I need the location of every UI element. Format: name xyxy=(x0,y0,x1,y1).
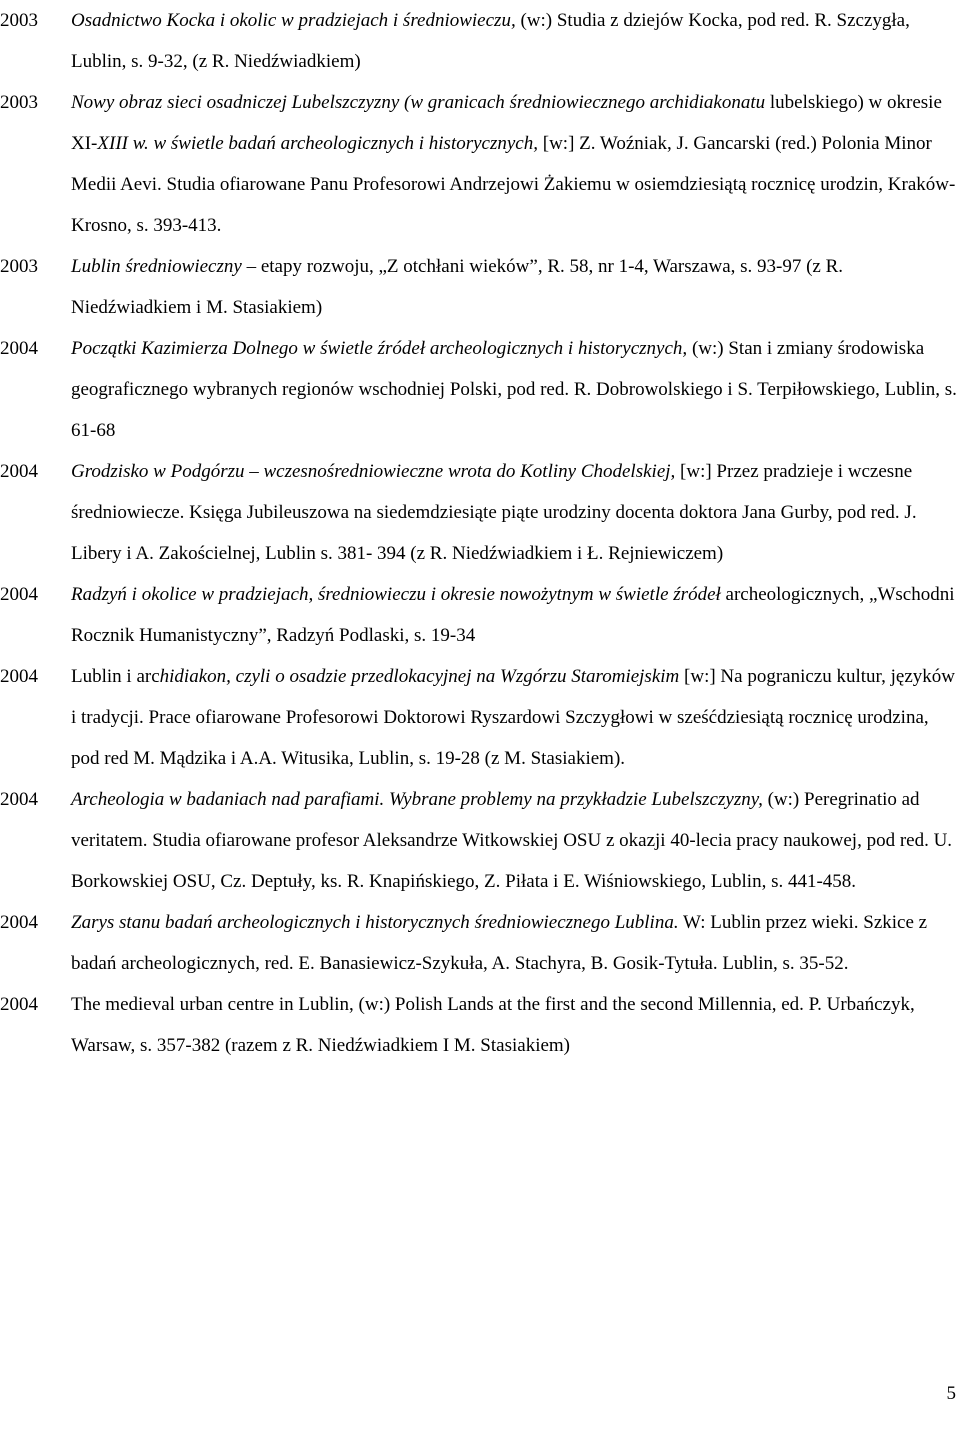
entry-year: 2004 xyxy=(0,338,38,359)
entry-title-italic: Nowy obraz sieci osadniczej Lubelszczyzny (w granicach średniowiecznego archidiakonatu xyxy=(71,92,766,113)
entry-text xyxy=(71,902,958,984)
bibliography-entry xyxy=(0,656,960,779)
entry-text xyxy=(71,451,958,574)
entry-citation: The medieval urban centre in Lublin, (w:) Polish Lands at the first and the second Millennia, ed. P. Urbańczyk, Warsaw, s. 357-382 (razem z R. Niedźwiadkiem I M. Stasiakiem) xyxy=(71,994,915,1056)
entry-year: 2003 xyxy=(0,92,38,113)
entry-citation: archeologicznych, „Wschodni Rocznik Humanistyczny”, Radzyń Podlaski, s. 19-34 xyxy=(71,584,955,646)
entry-citation: (w:) Stan i zmiany środowiska geograficznego wybranych regionów wschodniej Polski, pod red. R. Dobrowolskiego i S. Terpiłowskiego, Lublin, s. 61-68 xyxy=(71,338,957,441)
bibliography-entry xyxy=(0,779,960,902)
entry-year: 2004 xyxy=(0,994,38,1015)
entry-citation: [w:] Z. Woźniak, J. Gancarski (red.) Polonia Minor Medii Aevi. Studia ofiarowane Panu Profesorowi Andrzejowi Żakiemu w osiemdziesiątą rocznicę urodzin, Kraków-Krosno, s. 393-413. xyxy=(71,133,956,236)
entry-text xyxy=(71,328,958,451)
entry-text xyxy=(71,246,958,328)
entry-title-italic: Początki Kazimierza Dolnego w świetle źródeł archeologicznych i historycznych, xyxy=(71,338,688,359)
entry-year: 2003 xyxy=(0,10,38,31)
entry-year: 2003 xyxy=(0,256,38,277)
entry-title-italic: Osadnictwo Kocka i okolic w pradziejach i średniowieczu, xyxy=(71,10,516,31)
entry-citation: lubelskiego) w okresie XI- xyxy=(71,92,942,154)
entry-citation: – etapy rozwoju, „Z otchłani wieków”, R. 58, nr 1-4, Warszawa, s. 93-97 (z R. Niedźwiadkiem i M. Stasiakiem) xyxy=(71,256,844,318)
entry-text xyxy=(71,779,958,902)
entry-citation: W: Lublin przez wieki. Szkice z badań archeologicznych, red. E. Banasiewicz-Szykuła, A. Stachyra, B. Gosik-Tytuła. Lublin, s. 35-52. xyxy=(71,912,928,974)
entry-citation: (w:) Peregrinatio ad veritatem. Studia ofiarowane profesor Aleksandrze Witkowskiej OSU z okazji 40-lecia pracy naukowej, pod red. U. Borkowskiej OSU, Cz. Deptuły, ks. R. Knapińskiego, Z. Piłata i E. Wiśniowskiego, Lublin, s. 441-458. xyxy=(71,789,953,892)
bibliography-entry xyxy=(0,902,960,984)
entry-citation: Lublin i arc xyxy=(71,666,160,687)
entry-year: 2004 xyxy=(0,461,38,482)
entry-title-italic: Radzyń i okolice w pradziejach, średniowieczu i okresie nowożytnym w świetle źródeł xyxy=(71,584,721,605)
entry-citation: (w:) Studia z dziejów Kocka, pod red. R. Szczygła, Lublin, s. 9-32, (z R. Niedźwiadkiem) xyxy=(71,10,910,72)
entry-text xyxy=(71,656,958,779)
bibliography-entry xyxy=(0,984,960,1066)
bibliography-entry xyxy=(0,82,960,246)
entry-title-italic: Zarys stanu badań archeologicznych i historycznych średniowiecznego Lublina. xyxy=(71,912,679,933)
entry-title-italic: Archeologia w badaniach nad parafiami. Wybrane problemy na przykładzie Lubelszczyzny, xyxy=(71,789,763,810)
bibliography-entry xyxy=(0,0,960,82)
entry-text xyxy=(71,0,958,82)
entry-text xyxy=(71,574,958,656)
page-number: 5 xyxy=(946,1383,956,1404)
entry-title-italic: Grodzisko w Podgórzu – wczesnośredniowieczne wrota do Kotliny Chodelskiej, xyxy=(71,461,676,482)
entry-citation: [w:] Przez pradzieje i wczesne średniowiecze. Księga Jubileuszowa na siedemdziesiąte piąte urodziny docenta doktora Jana Gurby, pod red. J. Libery i A. Zakościelnej, Lublin s. 381- 394 (z R. Niedźwiadkiem i Ł. Rejniewiczem) xyxy=(71,461,917,564)
entry-year: 2004 xyxy=(0,666,38,687)
bibliography-entry xyxy=(0,246,960,328)
bibliography-entry xyxy=(0,328,960,451)
entry-text xyxy=(71,984,958,1066)
entry-text xyxy=(71,82,958,246)
entry-year: 2004 xyxy=(0,584,38,605)
entry-title-italic: Lublin średniowieczny xyxy=(71,256,242,277)
bibliography-entry xyxy=(0,451,960,574)
bibliography-entry xyxy=(0,574,960,656)
entry-title-italic: XIII w. w świetle badań archeologicznych i historycznych, xyxy=(97,133,538,154)
entry-year: 2004 xyxy=(0,789,38,810)
entry-title-italic: hidiakon, czyli o osadzie przedlokacyjnej na Wzgórzu Staromiejskim xyxy=(159,666,680,687)
entry-year: 2004 xyxy=(0,912,38,933)
entry-citation: [w:] Na pograniczu kultur, języków i tradycji. Prace ofiarowane Profesorowi Doktorowi Ryszardowi Szczygłowi w sześćdziesiątą rocznicę urodzina, pod red M. Mądzika i A.A. Witusika, Lublin, s. 19-28 (z M. Stasiakiem). xyxy=(71,666,955,769)
